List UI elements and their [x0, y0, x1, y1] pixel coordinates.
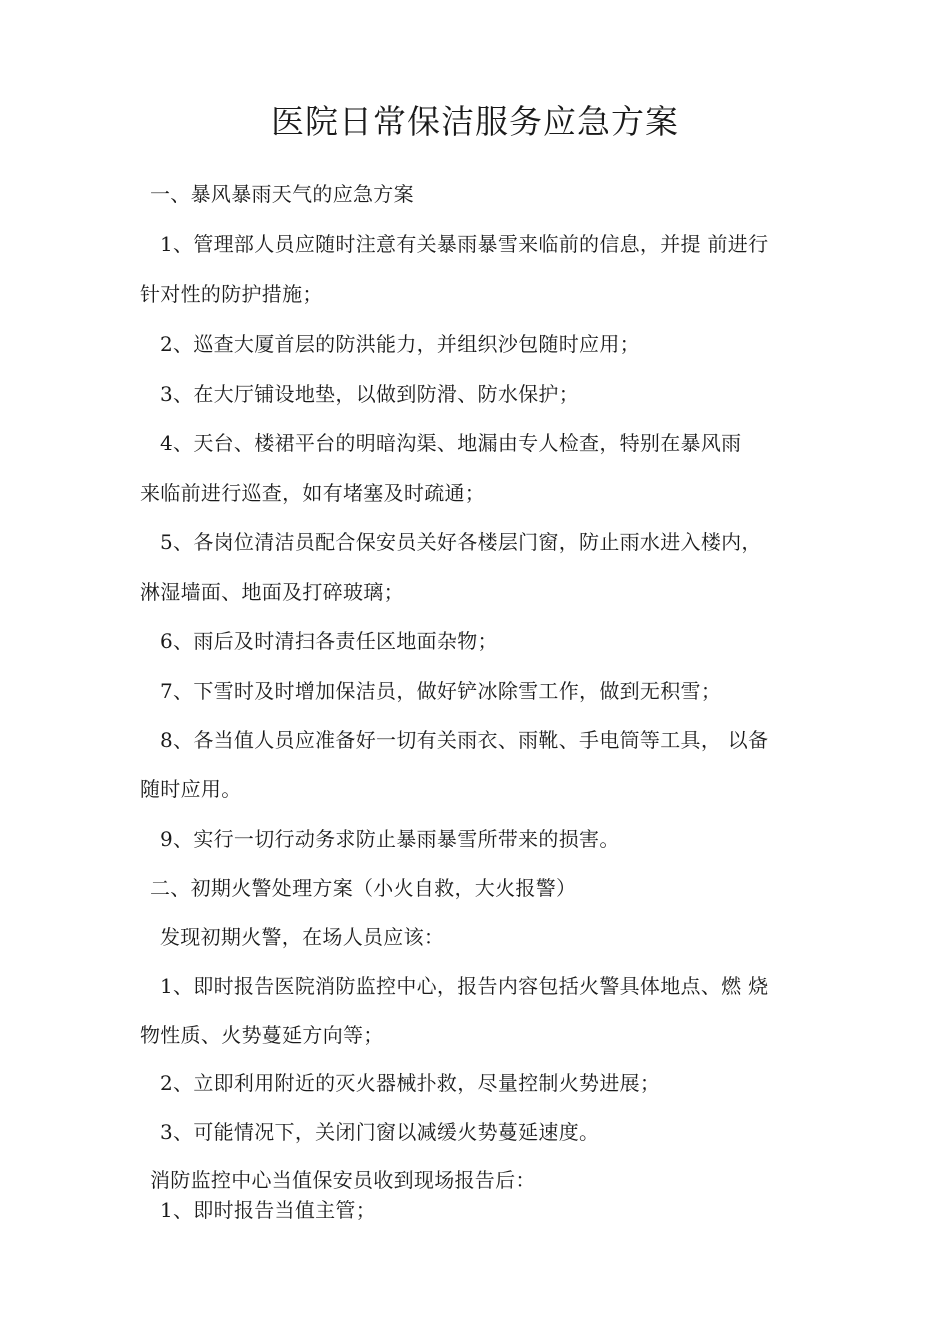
paragraph-line: 3、在大厅铺设地垫，以做到防滑、防水保护；	[160, 382, 580, 406]
paragraph-line: 8、各当值人员应准备好一切有关雨衣、雨靴、手电筒等工具， 以备	[160, 728, 769, 752]
paragraph-line: 2、立即利用附近的灭火器械扑救，尽量控制火势进展；	[160, 1071, 661, 1095]
paragraph-line: 淋湿墙面、地面及打碎玻璃；	[140, 580, 404, 604]
paragraph-line: 1、即时报告医院消防监控中心，报告内容包括火警具体地点、燃 烧	[160, 974, 769, 998]
paragraph-line: 3、可能情况下，关闭门窗以减缓火势蔓延速度。	[160, 1120, 600, 1144]
paragraph-line: 4、天台、楼裙平台的明暗沟渠、地漏由专人检查，特别在暴风雨	[160, 431, 742, 455]
paragraph-line: 1、管理部人员应随时注意有关暴雨暴雪来临前的信息，并提 前进行	[160, 232, 769, 256]
section-heading-storm: 一、暴风暴雨天气的应急方案	[150, 182, 414, 206]
paragraph-line: 针对性的防护措施；	[140, 282, 323, 306]
section-heading-fire: 二、初期火警处理方案（小火自救，大火报警）	[150, 876, 577, 900]
paragraph-line: 发现初期火警，在场人员应该：	[160, 925, 445, 949]
paragraph-line: 9、实行一切行动务求防止暴雨暴雪所带来的损害。	[160, 827, 620, 851]
document-title: 医院日常保洁服务应急方案	[271, 102, 679, 141]
paragraph-line: 来临前进行巡查，如有堵塞及时疏通；	[140, 481, 486, 505]
paragraph-line: 随时应用。	[140, 777, 242, 801]
paragraph-line: 5、各岗位清洁员配合保安员关好各楼层门窗，防止雨水进入楼内，	[160, 530, 762, 554]
paragraph-line: 1、即时报告当值主管；	[160, 1198, 377, 1222]
paragraph-line: 7、下雪时及时增加保洁员，做好铲冰除雪工作，做到无积雪；	[160, 679, 722, 703]
paragraph-line: 2、巡查大厦首层的防洪能力，并组织沙包随时应用；	[160, 332, 640, 356]
paragraph-line: 消防监控中心当值保安员收到现场报告后：	[150, 1168, 536, 1192]
paragraph-line: 6、雨后及时清扫各责任区地面杂物；	[160, 629, 498, 653]
paragraph-line: 物性质、火势蔓延方向等；	[140, 1023, 384, 1047]
